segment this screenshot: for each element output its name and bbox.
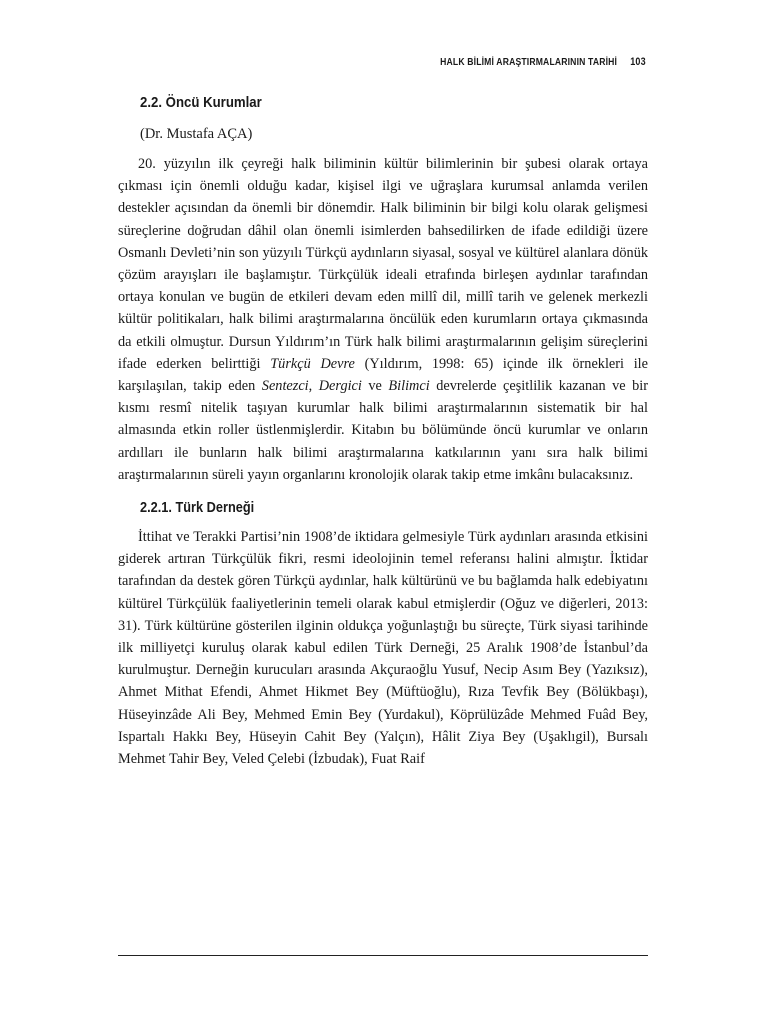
- paragraph-text: devrelerde çeşitlilik kazanan ve bir kısmı resmî nitelik taşıyan kurumlar halk bilimi araştırmalarının sistematik bir hal almasında etkin roller üstlenmişlerdir. Kitabın bu bölümünde öncü kurumlar ve onların ardılları ile bunların halk bilimi araştırmalarına katkılarının yanı sıra halk bilimi araştırmalarının süreli yayın organlarını kronolojik olarak takip etme imkânı bulacaksınız.: [118, 378, 649, 483]
- running-header: [440, 56, 646, 68]
- footer-rule: [118, 955, 648, 956]
- italic-term: Türkçü Devre: [270, 355, 355, 372]
- section-heading: 2.2. Öncü Kurumlar: [140, 94, 262, 111]
- italic-term: Bilimci: [388, 378, 430, 395]
- subsection-heading: 2.2.1. Türk Derneği: [140, 500, 255, 517]
- paragraph-text: 20. yüzyılın ilk çeyreği halk biliminin kültür bilimlerinin bir şubesi olarak ortaya çıkması için önemli olduğu kadar, kişisel ilgi ve uğraşlara kurumsal anlamda verilen destekler açısından da önemli bir dönemdir. Halk biliminin bir bilgi kolu olarak gelişmesi süreçlerine doğrudan dâhil olan önemli isimlerden bahsedilirken de ifade edildiği üzere Osmanlı Devleti’nin son yüzyılı Türkçü aydınların siyasal, sosyal ve kültürel alanlara dönük çözüm arayışları ile başlamıştır. Türkçülük ideali etrafında birleşen aydınlar tarafından ortaya konulan ve bugün de etkileri devam eden millî dil, millî tarih ve gelenek merkezli kültür politikaları, halk bilimi araştırmalarına öncülük eden kurumların ortaya çıkmasında da etkili olmuştur. Dursun Yıldırım’ın Türk halk bilimi araştırmalarının gelişim süreçlerini ifade ederken belirttiği: [118, 156, 648, 372]
- paragraph-text: (Yıldırım, 1998: 65) içinde ilk örnekleri ile karşılaşılan, takip eden: [118, 355, 648, 395]
- subsection-paragraph: İttihat ve Terakki Partisi’nin 1908’de iktidara gelmesiyle Türk aydınları arasında etkisini giderek artıran Türkçülük fikri, resmi ideolojinin temel referansı halini almıştır. İktidar tarafından da destek gören Türkçü aydınlar, halk kültürünü ve bu bağlamda halk edebiyatını kültürel Türkçülük faaliyetlerinin temeli olarak kabul etmişlerdir (Oğuz ve diğerleri, 2013: 31). Türk kültürüne gösterilen ilginin oldukça yoğunlaştığı bu süreçte, Türk siyasi tarihinde ilk milliyetçi kuruluş olarak kabul edilen Türk Derneği, 25 Aralık 1908’de İstanbul’da kurulmuştur. Derneğin kurucuları arasında Akçuraoğlu Yusuf, Necip Asım Bey (Yazıksız), Ahmet Mithat Efendi, Ahmet Hikmet Bey (Müftüoğlu), Rıza Tevfik Bey (Bölükbaşı), Hüseyinzâde Ali Bey, Mehmed Emin Bey (Yurdakul), Köprülüzâde Mehmed Fuâd Bey, Ispartalı Hakkı Bey, Hüseyin Cahit Bey (Yalçın), Hâlit Ziya Bey (Uşaklıgil), Bursalı Mehmet Tahir Bey, Veled Çelebi (İzbudak), Fuat Raif: [118, 529, 648, 768]
- page-number: 103: [630, 56, 646, 68]
- running-title: HALK BİLİMİ ARAŞTIRMALARININ TARİHİ: [440, 56, 618, 68]
- section-paragraph: [118, 153, 648, 486]
- page-body: [118, 94, 648, 770]
- section-author: (Dr. Mustafa AÇA): [140, 126, 253, 142]
- paragraph-text: ,: [308, 378, 319, 395]
- italic-term: Sentezci: [261, 378, 309, 395]
- italic-term: Dergici: [318, 378, 362, 395]
- paragraph-text: ve: [361, 378, 389, 395]
